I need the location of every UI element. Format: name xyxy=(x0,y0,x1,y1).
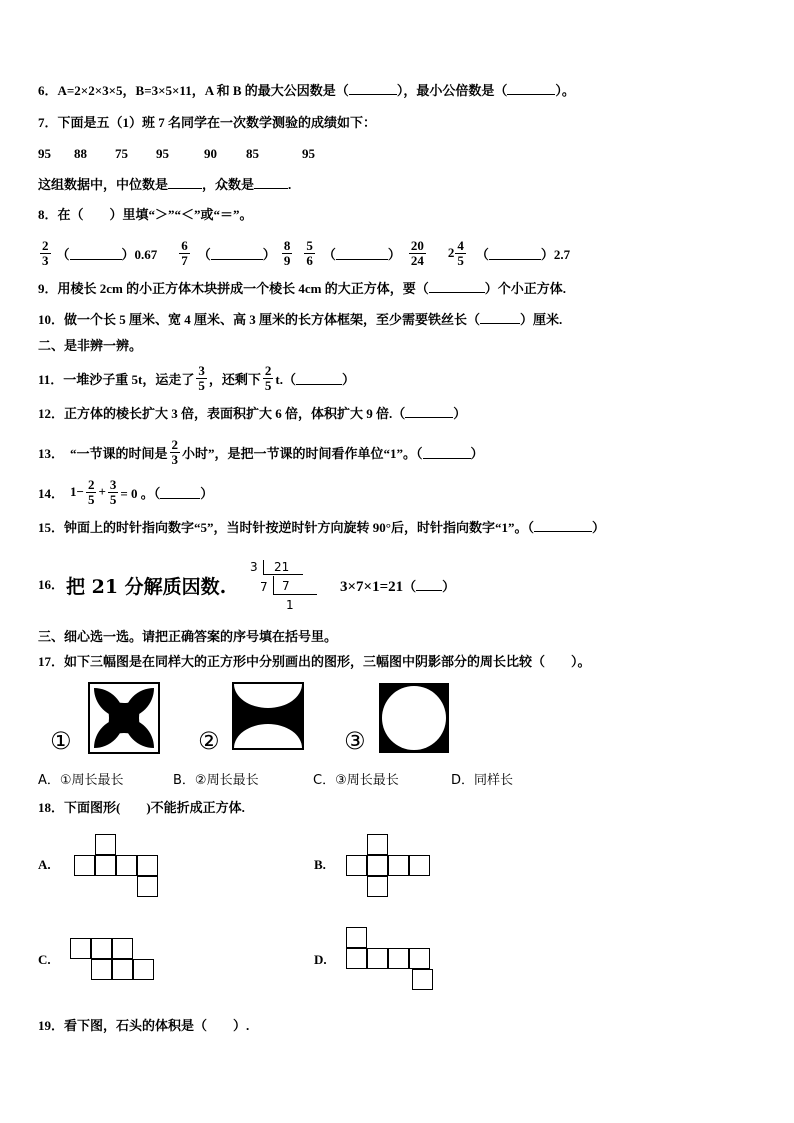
q18-option-a-label[interactable]: A. xyxy=(38,857,51,872)
q16-number: 16． xyxy=(38,577,65,592)
question-11 xyxy=(38,358,355,398)
q17-number: 17． xyxy=(38,654,65,669)
score: 75 xyxy=(115,146,128,161)
net-square xyxy=(367,948,388,969)
q6-number: 6． xyxy=(38,83,58,98)
question-18 xyxy=(38,799,245,817)
net-square xyxy=(346,927,367,948)
mixed-whole: 2 xyxy=(447,245,455,260)
numerator: 20 xyxy=(410,237,424,253)
division-bracket xyxy=(263,560,264,574)
q14-blank[interactable] xyxy=(160,486,200,499)
net-square xyxy=(137,855,158,876)
q14-plus: + xyxy=(98,484,106,499)
q8-blank-2[interactable] xyxy=(211,247,263,260)
q15-number: 15． xyxy=(38,520,65,535)
net-square xyxy=(388,855,409,876)
question-9 xyxy=(38,280,566,298)
net-square xyxy=(70,938,91,959)
question-13 xyxy=(38,432,484,472)
paren-close: ） xyxy=(387,246,401,262)
division-line xyxy=(263,574,303,575)
q6-blank-gcd[interactable] xyxy=(349,82,397,95)
q11-text3: t.（ xyxy=(275,371,296,387)
q8-value-27: ）2.7 xyxy=(540,246,571,262)
fraction-20-24 xyxy=(409,239,426,268)
net-square xyxy=(137,876,158,897)
score: 95 xyxy=(302,146,315,161)
section-3-heading: 三、细心选一选。请把正确答案的序号填在括号里。 xyxy=(38,629,338,644)
q9-text: 用棱长 2cm 的小正方体木块拼成一个棱长 4cm 的大正方体，要（ xyxy=(57,281,429,296)
q16-blank[interactable] xyxy=(416,578,442,591)
net-square xyxy=(95,834,116,855)
figure-1-four-arc-star xyxy=(88,682,160,754)
net-square xyxy=(346,855,367,876)
q18-option-d-label[interactable]: D. xyxy=(314,952,327,967)
net-square xyxy=(412,969,433,990)
q13-blank[interactable] xyxy=(423,446,471,459)
q14-end: ） xyxy=(200,485,214,501)
numerator: 5 xyxy=(306,237,313,253)
denominator: 5 xyxy=(264,377,272,393)
paren-open: （ xyxy=(322,246,336,262)
numerator: 6 xyxy=(181,237,188,253)
q14-number: 14． xyxy=(38,485,65,501)
denominator: 5 xyxy=(198,377,205,393)
score: 95 xyxy=(156,146,169,161)
paren-close: ） xyxy=(262,246,276,262)
numerator: 2 xyxy=(87,476,95,492)
q12-text: 正方体的棱长扩大 3 倍，表面积扩大 6 倍，体积扩大 9 倍.（ xyxy=(64,406,406,421)
q13-number: 13． xyxy=(38,445,65,461)
q10-text: 做一个长 5 厘米、宽 4 厘米、高 3 厘米的长方体框架，至少需要铁丝长（ xyxy=(64,312,481,327)
figure-1-label: ① xyxy=(50,727,72,755)
net-square xyxy=(91,938,112,959)
division-bracket xyxy=(273,576,274,594)
q7-period: . xyxy=(288,177,292,192)
question-15 xyxy=(38,519,605,537)
paren-open: （ xyxy=(197,246,211,262)
q17-option-a[interactable]: A．①周长最长 xyxy=(38,773,124,788)
q6-text2: ），最小公倍数是（ xyxy=(396,83,508,98)
q8-blank-4[interactable] xyxy=(489,247,541,260)
figure-3-circle-in-square xyxy=(378,682,450,754)
q14-tail: = 0 。（ xyxy=(120,485,161,501)
figure-2-half-circles xyxy=(232,682,304,750)
q9-text2: ）个小正方体. xyxy=(484,281,566,296)
q9-number: 9． xyxy=(38,281,58,296)
figure-2-label: ② xyxy=(198,727,220,755)
q8-value-067: ）0.67 xyxy=(121,246,158,262)
fraction-2-3 xyxy=(40,239,51,268)
numerator: 3 xyxy=(198,362,205,378)
q8-blank-1[interactable] xyxy=(70,247,122,260)
q16-expression: 3×7×1=21 xyxy=(340,579,404,595)
q17-option-d[interactable]: D．同样长 xyxy=(451,773,514,788)
numerator: 2 xyxy=(171,436,179,452)
numerator: 2 xyxy=(42,237,49,253)
net-square xyxy=(116,855,137,876)
short-division-diagram xyxy=(250,560,320,616)
net-square xyxy=(367,855,388,876)
question-14 xyxy=(38,472,213,512)
denominator: 24 xyxy=(410,252,424,268)
q16-text: 把 21 分解质因数. xyxy=(66,576,227,598)
q16-answer-line xyxy=(340,576,455,596)
fraction-2-5 xyxy=(86,478,97,507)
q17-option-b[interactable]: B．②周长最长 xyxy=(173,773,259,788)
score: 85 xyxy=(246,146,259,161)
question-12 xyxy=(38,405,466,423)
remainder-1: 1 xyxy=(286,598,294,612)
question-8 xyxy=(38,206,253,224)
question-17 xyxy=(38,653,591,671)
q11-number: 11． xyxy=(38,371,64,387)
denominator: 7 xyxy=(181,252,188,268)
q6-text3: ）。 xyxy=(555,83,575,98)
q9-blank[interactable] xyxy=(429,280,485,293)
q13-text1: “一节课的时间是 xyxy=(70,445,168,461)
denominator: 6 xyxy=(306,252,313,268)
net-square xyxy=(74,855,95,876)
q7-scores xyxy=(38,146,338,164)
fraction-5-6 xyxy=(304,239,315,268)
q8-number: 8． xyxy=(38,207,58,222)
q18-number: 18． xyxy=(38,800,65,815)
q15-text: 钟面上的时针指向数字“5”，当时针按逆时针方向旋转 90°后，时针指向数字“1”。（ xyxy=(64,520,534,535)
paren-close: ） xyxy=(442,579,456,594)
paren-open: （ xyxy=(475,246,489,262)
q18-option-c-label[interactable]: C. xyxy=(38,952,51,967)
q7-blank-median[interactable] xyxy=(168,176,202,189)
q18-net-b[interactable] xyxy=(346,834,436,900)
fraction-4-5 xyxy=(455,239,466,268)
q14-lead: 1− xyxy=(70,484,84,499)
q18-net-d[interactable] xyxy=(346,927,438,995)
q18-net-c[interactable] xyxy=(70,938,160,984)
denominator: 3 xyxy=(42,252,49,268)
question-10 xyxy=(38,311,562,329)
q8-text: 在（ ）里填“＞”“＜”或“＝”。 xyxy=(57,207,253,222)
fraction-3-5 xyxy=(108,478,119,507)
q6-text: A=2×2×3×5，B=3×5×11，A 和 B 的最大公因数是（ xyxy=(57,83,349,98)
q7-question-line xyxy=(38,176,291,194)
net-square xyxy=(346,948,367,969)
q7-number: 7． xyxy=(38,115,58,130)
q18-text: 下面图形( )不能折成正方体. xyxy=(64,800,245,815)
q7-median-label: 这组数据中，中位数是 xyxy=(38,177,169,192)
numerator: 2 xyxy=(264,362,272,378)
score: 90 xyxy=(204,146,217,161)
q11-blank[interactable] xyxy=(296,372,342,385)
paren-open: （ xyxy=(403,579,417,594)
q10-number: 10． xyxy=(38,312,65,327)
q7-blank-mode[interactable] xyxy=(254,176,288,189)
q6-blank-lcm[interactable] xyxy=(507,82,555,95)
net-square xyxy=(367,834,388,855)
q12-text2: ） xyxy=(453,406,467,421)
fraction-6-7 xyxy=(179,239,190,268)
denominator: 5 xyxy=(457,252,464,268)
q17-text: 如下三幅图是在同样大的正方形中分别画出的图形，三幅图中阴影部分的周长比较（ ）。 xyxy=(64,654,591,669)
fraction-2-3 xyxy=(170,438,181,467)
q18-option-b-label[interactable]: B. xyxy=(314,857,326,872)
question-6 xyxy=(38,82,575,100)
denominator: 3 xyxy=(171,451,179,467)
net-square xyxy=(409,855,430,876)
denominator: 9 xyxy=(283,252,291,268)
q12-number: 12． xyxy=(38,406,65,421)
q19-text: 看下图，石头的体积是（ ）. xyxy=(64,1018,250,1033)
question-7 xyxy=(38,114,376,132)
q8-comparisons xyxy=(38,233,598,273)
section-2-heading: 二、是非辨一辨。 xyxy=(38,338,143,353)
dividend-21: 21 xyxy=(274,560,290,574)
q8-blank-3[interactable] xyxy=(336,247,388,260)
net-square xyxy=(95,855,116,876)
question-19 xyxy=(38,1017,249,1035)
q15-blank[interactable] xyxy=(534,519,592,532)
score: 88 xyxy=(74,146,87,161)
figure-3-label: ③ xyxy=(344,727,366,755)
q11-text4: ） xyxy=(342,371,356,387)
q13-text3: ） xyxy=(470,445,484,461)
numerator: 3 xyxy=(109,476,117,492)
denominator: 5 xyxy=(87,491,95,507)
q13-text2: 小时”，是把一节课的时间看作单位“1”。（ xyxy=(182,445,423,461)
fraction-3-5 xyxy=(196,364,207,393)
q17-option-c[interactable]: C．③周长最长 xyxy=(313,773,399,788)
numerator: 4 xyxy=(457,237,464,253)
fraction-2-5 xyxy=(263,364,274,393)
q11-text1: 一堆沙子重 5t，运走了 xyxy=(63,371,195,387)
numerator: 8 xyxy=(283,237,291,253)
net-square xyxy=(91,959,112,980)
q10-blank[interactable] xyxy=(480,311,520,324)
net-square xyxy=(112,938,133,959)
q18-net-a[interactable] xyxy=(74,834,164,900)
net-square xyxy=(367,876,388,897)
fraction-8-9 xyxy=(282,239,293,268)
division-line xyxy=(273,594,317,595)
net-square xyxy=(409,948,430,969)
divisor-3: 3 xyxy=(250,560,258,574)
denominator: 5 xyxy=(109,491,117,507)
quotient-7: 7 xyxy=(282,579,290,593)
q7-text: 下面是五（1）班 7 名同学在一次数学测验的成绩如下： xyxy=(57,115,377,130)
net-square xyxy=(133,959,154,980)
q19-number: 19． xyxy=(38,1018,65,1033)
divisor-7: 7 xyxy=(260,580,268,594)
q15-text2: ） xyxy=(591,520,605,535)
q11-text2: ，还剩下 xyxy=(208,371,261,387)
paren-open: （ xyxy=(56,246,70,262)
q7-mode-label: ，众数是 xyxy=(202,177,255,192)
q12-blank[interactable] xyxy=(405,405,453,418)
net-square xyxy=(112,959,133,980)
score: 95 xyxy=(38,146,51,161)
q10-text2: ）厘米. xyxy=(520,312,563,327)
net-square xyxy=(388,948,409,969)
